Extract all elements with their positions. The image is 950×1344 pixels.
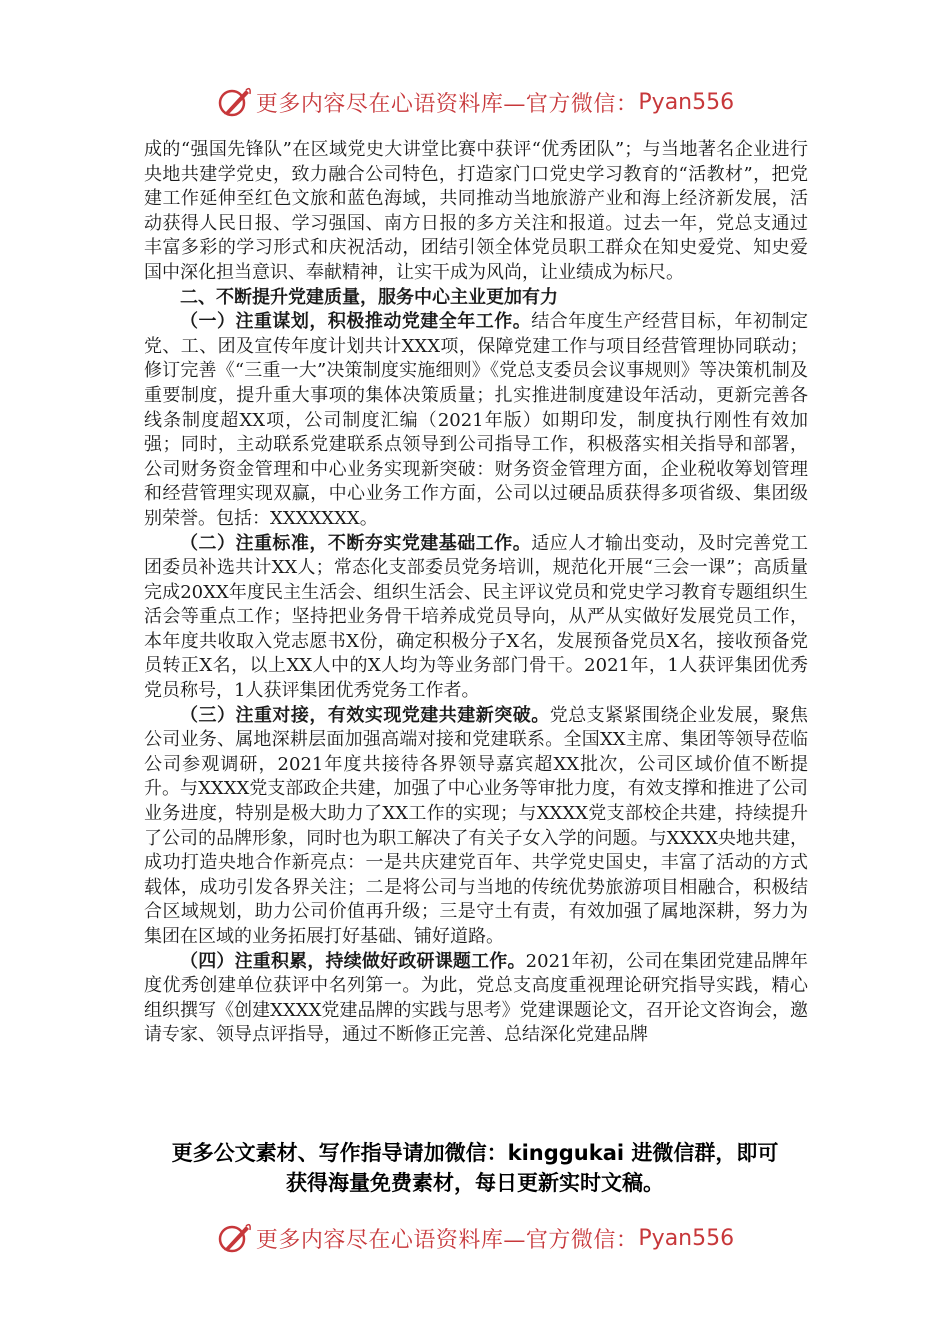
footer-banner — [0, 1218, 950, 1258]
promo-notice — [100, 1138, 850, 1198]
paragraph-lead: （二）注重标准，不断夯实党建基础工作。 — [180, 532, 532, 554]
paragraph-item-1 — [144, 310, 808, 531]
paragraph-text: 2021年初，公司在集团党建品牌年度优秀创建单位获评中名列第一。为此，党总支高度重视理论研究指导实践，精心组织撰写《创建XXXX党建品牌的实践与思考》党建课题论文，召开论文咨询会，邀请专家、领导点评指导，通过不断修正完善、总结深化党建品牌 — [144, 950, 808, 1046]
paragraph-item-3 — [144, 704, 808, 950]
intro-paragraph: 成的“强国先锋队”在区域党史大讲堂比赛中获评“优秀团队”；与当地著名企业进行央地共建学党史，致力融合公司特色，打造家门口党史学习教育的“活教材”，把党建工作延伸至红色文旅和蓝色海域，共同推动当地旅游产业和海上经济新发展，活动获得人民日报、学习强国、南方日报的多方关注和报道。过去一年，党总支通过丰富多彩的学习形式和庆祝活动，团结引领全体党员职工群众在知史爱党、知史爱国中深化担当意识、奉献精神，让实干成为风尚，让业绩成为标尺。 — [144, 139, 808, 283]
header-banner-handle: Pyan556 — [638, 89, 735, 115]
paragraph-lead: （一）注重谋划，积极推动党建全年工作。 — [180, 311, 532, 333]
promo-line-1: 更多公文素材、写作指导请加微信：kinggukai 进微信群，即可 — [171, 1141, 779, 1165]
footer-banner-text: 更多内容尽在心语资料库—官方微信： — [255, 1227, 639, 1253]
quill-pen-logo-icon — [216, 84, 252, 120]
paragraph-item-4 — [144, 950, 808, 1048]
header-banner-text: 更多内容尽在心语资料库—官方微信： — [255, 91, 639, 117]
paragraph-text: 适应人才输出变动，及时完善党工团委员补选共计XX人；常态化支部委员党务培训，规范化开展“三会一课”；高质量完成20XX年度民主生活会、组织生活会、民主评议党员和党史学习教育专题组织生活会等重点工作；坚持把业务骨干培养成党员导向，从严从实做好发展党员工作，本年度共收取入党志愿书X份，确定积极分子X名，发展预备党员X名，接收预备党员转正X名，以上XX人中的X人均为等业务部门骨干。2021年，1人获评集团优秀党员称号，1人获评集团优秀党务工作者。 — [144, 532, 809, 702]
section-heading: 二、不断提升党建质量，服务中心主业更加有力 — [180, 286, 558, 308]
paragraph-text: 结合年度生产经营目标，年初制定党、工、团及宣传年度计划共计XXX项，保障党建工作与项目经营管理协同联动；修订完善《“三重一大”决策制度实施细则》《党总支委员会议事规则》等决策机制及重要制度，提升重大事项的集体决策质量；扎实推进制度建设年活动，更新完善各线条制度超XX项，公司制度汇编（2021年版）如期印发，制度执行刚性有效加强；同时，主动联系党建联系点领导到公司指导工作，积极落实相关指导和部署，公司财务资金管理和中心业务实现新突破：财务资金管理方面，企业税收筹划管理和经营管理实现双赢，中心业务工作方面，公司以过硬品质获得多项省级、集团级别荣誉。包括：XXXXXXX。 — [144, 311, 809, 529]
document-body — [144, 138, 808, 1048]
quill-pen-logo-icon — [216, 1220, 252, 1256]
footer-banner-handle: Pyan556 — [638, 1225, 735, 1251]
paragraph-item-2 — [144, 532, 808, 704]
promo-line-2: 获得海量免费素材，每日更新实时文稿。 — [286, 1171, 664, 1195]
paragraph-text: 党总支紧紧围绕企业发展，聚焦公司业务、属地深耕层面加强高端对接和党建联系。全国XX主席、集团等领导莅临公司参观调研，2021年度共接待各界领导嘉宾超XX批次，公司区域价值不断提升。与XXXX党支部政企共建，加强了中心业务等审批力度，有效支撑和推进了公司业务进度，特别是极大助力了XX工作的实现；与XXXX党支部校企共建，持续提升了公司的品牌形象，同时也为职工解决了有关子女入学的问题。与XXXX央地共建，成功打造央地合作新亮点：一是共庆建党百年、共学党史国史，丰富了活动的方式载体，成功引发各界关注；二是将公司与当地的传统优势旅游项目相融合，积极结合区域规划，助力公司价值再升级；三是守土有责，有效加强了属地深耕，努力为集团在区域的业务拓展打好基础、铺好道路。 — [144, 704, 809, 947]
paragraph-lead: （三）注重对接，有效实现党建共建新突破。 — [180, 704, 550, 726]
header-banner — [0, 82, 950, 122]
paragraph-lead: （四）注重积累，持续做好政研课题工作。 — [180, 950, 526, 972]
